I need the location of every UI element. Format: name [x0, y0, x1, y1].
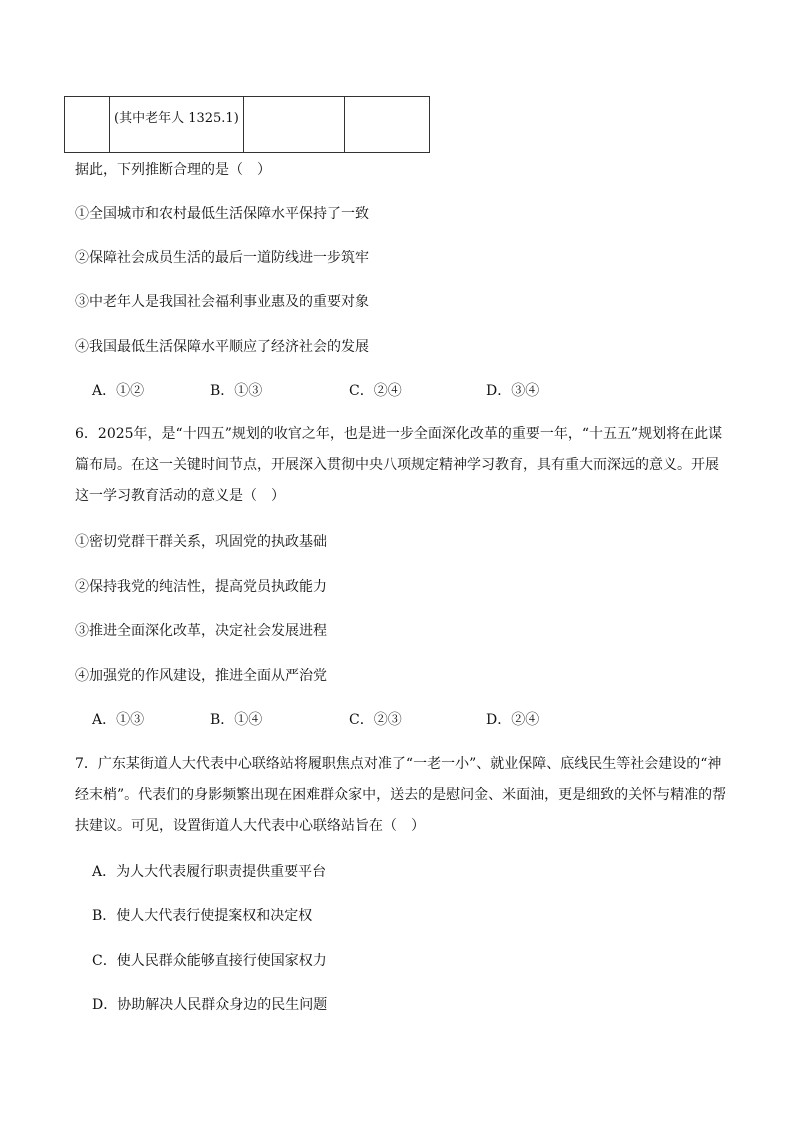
- q5-option-b[interactable]: B．①③: [210, 383, 263, 399]
- q5-option-d[interactable]: D．③④: [486, 383, 540, 399]
- q6-statement-4: ④加强党的作风建设，推进全面从严治党: [75, 668, 327, 684]
- q7-option-d[interactable]: D．协助解决人民群众身边的民生问题: [92, 997, 328, 1013]
- q6-option-c[interactable]: C．②③: [349, 712, 402, 728]
- table-cell: [244, 97, 345, 153]
- q5-option-a[interactable]: A．①②: [92, 383, 145, 399]
- q5-option-c[interactable]: C．②④: [349, 383, 402, 399]
- q5-statement-2: ②保障社会成员生活的最后一道防线进一步筑牢: [75, 250, 369, 266]
- q6-statement-3: ③推进全面深化改革，决定社会发展进程: [75, 623, 327, 639]
- q7-option-c[interactable]: C．使人民群众能够直接行使国家权力: [92, 953, 327, 969]
- q5-statement-1: ①全国城市和农村最低生活保障水平保持了一致: [75, 206, 369, 222]
- q7-option-b[interactable]: B．使人大代表行使提案权和决定权: [92, 908, 313, 924]
- q5-statement-4: ④我国最低生活保障水平顺应了经济社会的发展: [75, 339, 369, 355]
- q6-statement-2: ②保持我党的纯洁性，提高党员执政能力: [75, 579, 327, 595]
- data-table-fragment: [64, 96, 430, 153]
- q6-option-a[interactable]: A．①③: [92, 712, 145, 728]
- table-cell-elderly: (其中老年人 1325.1): [110, 97, 244, 153]
- table-row: [65, 97, 430, 153]
- q6-statement-1: ①密切党群干群关系，巩固党的执政基础: [75, 534, 327, 550]
- q6-stem: 6．2025年，是“十四五”规划的收官之年，也是进一步全面深化改革的重要一年，“十五五”规划将在此谋篇布局。在这一关键时间节点，开展深入贯彻中央八项规定精神学习教育，具有重大而深远的意义。开展这一学习教育活动的意义是（ ）: [75, 426, 723, 504]
- q7-stem: 7．广东某街道人大代表中心联络站将履职焦点对准了“一老一小”、就业保障、底线民生等社会建设的“神经末梢”。代表们的身影频繁出现在困难群众家中，送去的是慰问金、米面油，更是细致的关怀与精准的帮扶建议。可见，设置街道人大代表中心联络站旨在（ ）: [75, 756, 727, 834]
- q6-option-b[interactable]: B．①④: [210, 712, 263, 728]
- table-cell: [65, 97, 110, 153]
- q5-statement-3: ③中老年人是我国社会福利事业惠及的重要对象: [75, 294, 369, 310]
- table-cell: [345, 97, 430, 153]
- q7-option-a[interactable]: A．为人大代表履行职责提供重要平台: [92, 864, 327, 880]
- q6-option-d[interactable]: D．②④: [486, 712, 540, 728]
- q5-prompt: 据此，下列推断合理的是（ ）: [75, 162, 271, 178]
